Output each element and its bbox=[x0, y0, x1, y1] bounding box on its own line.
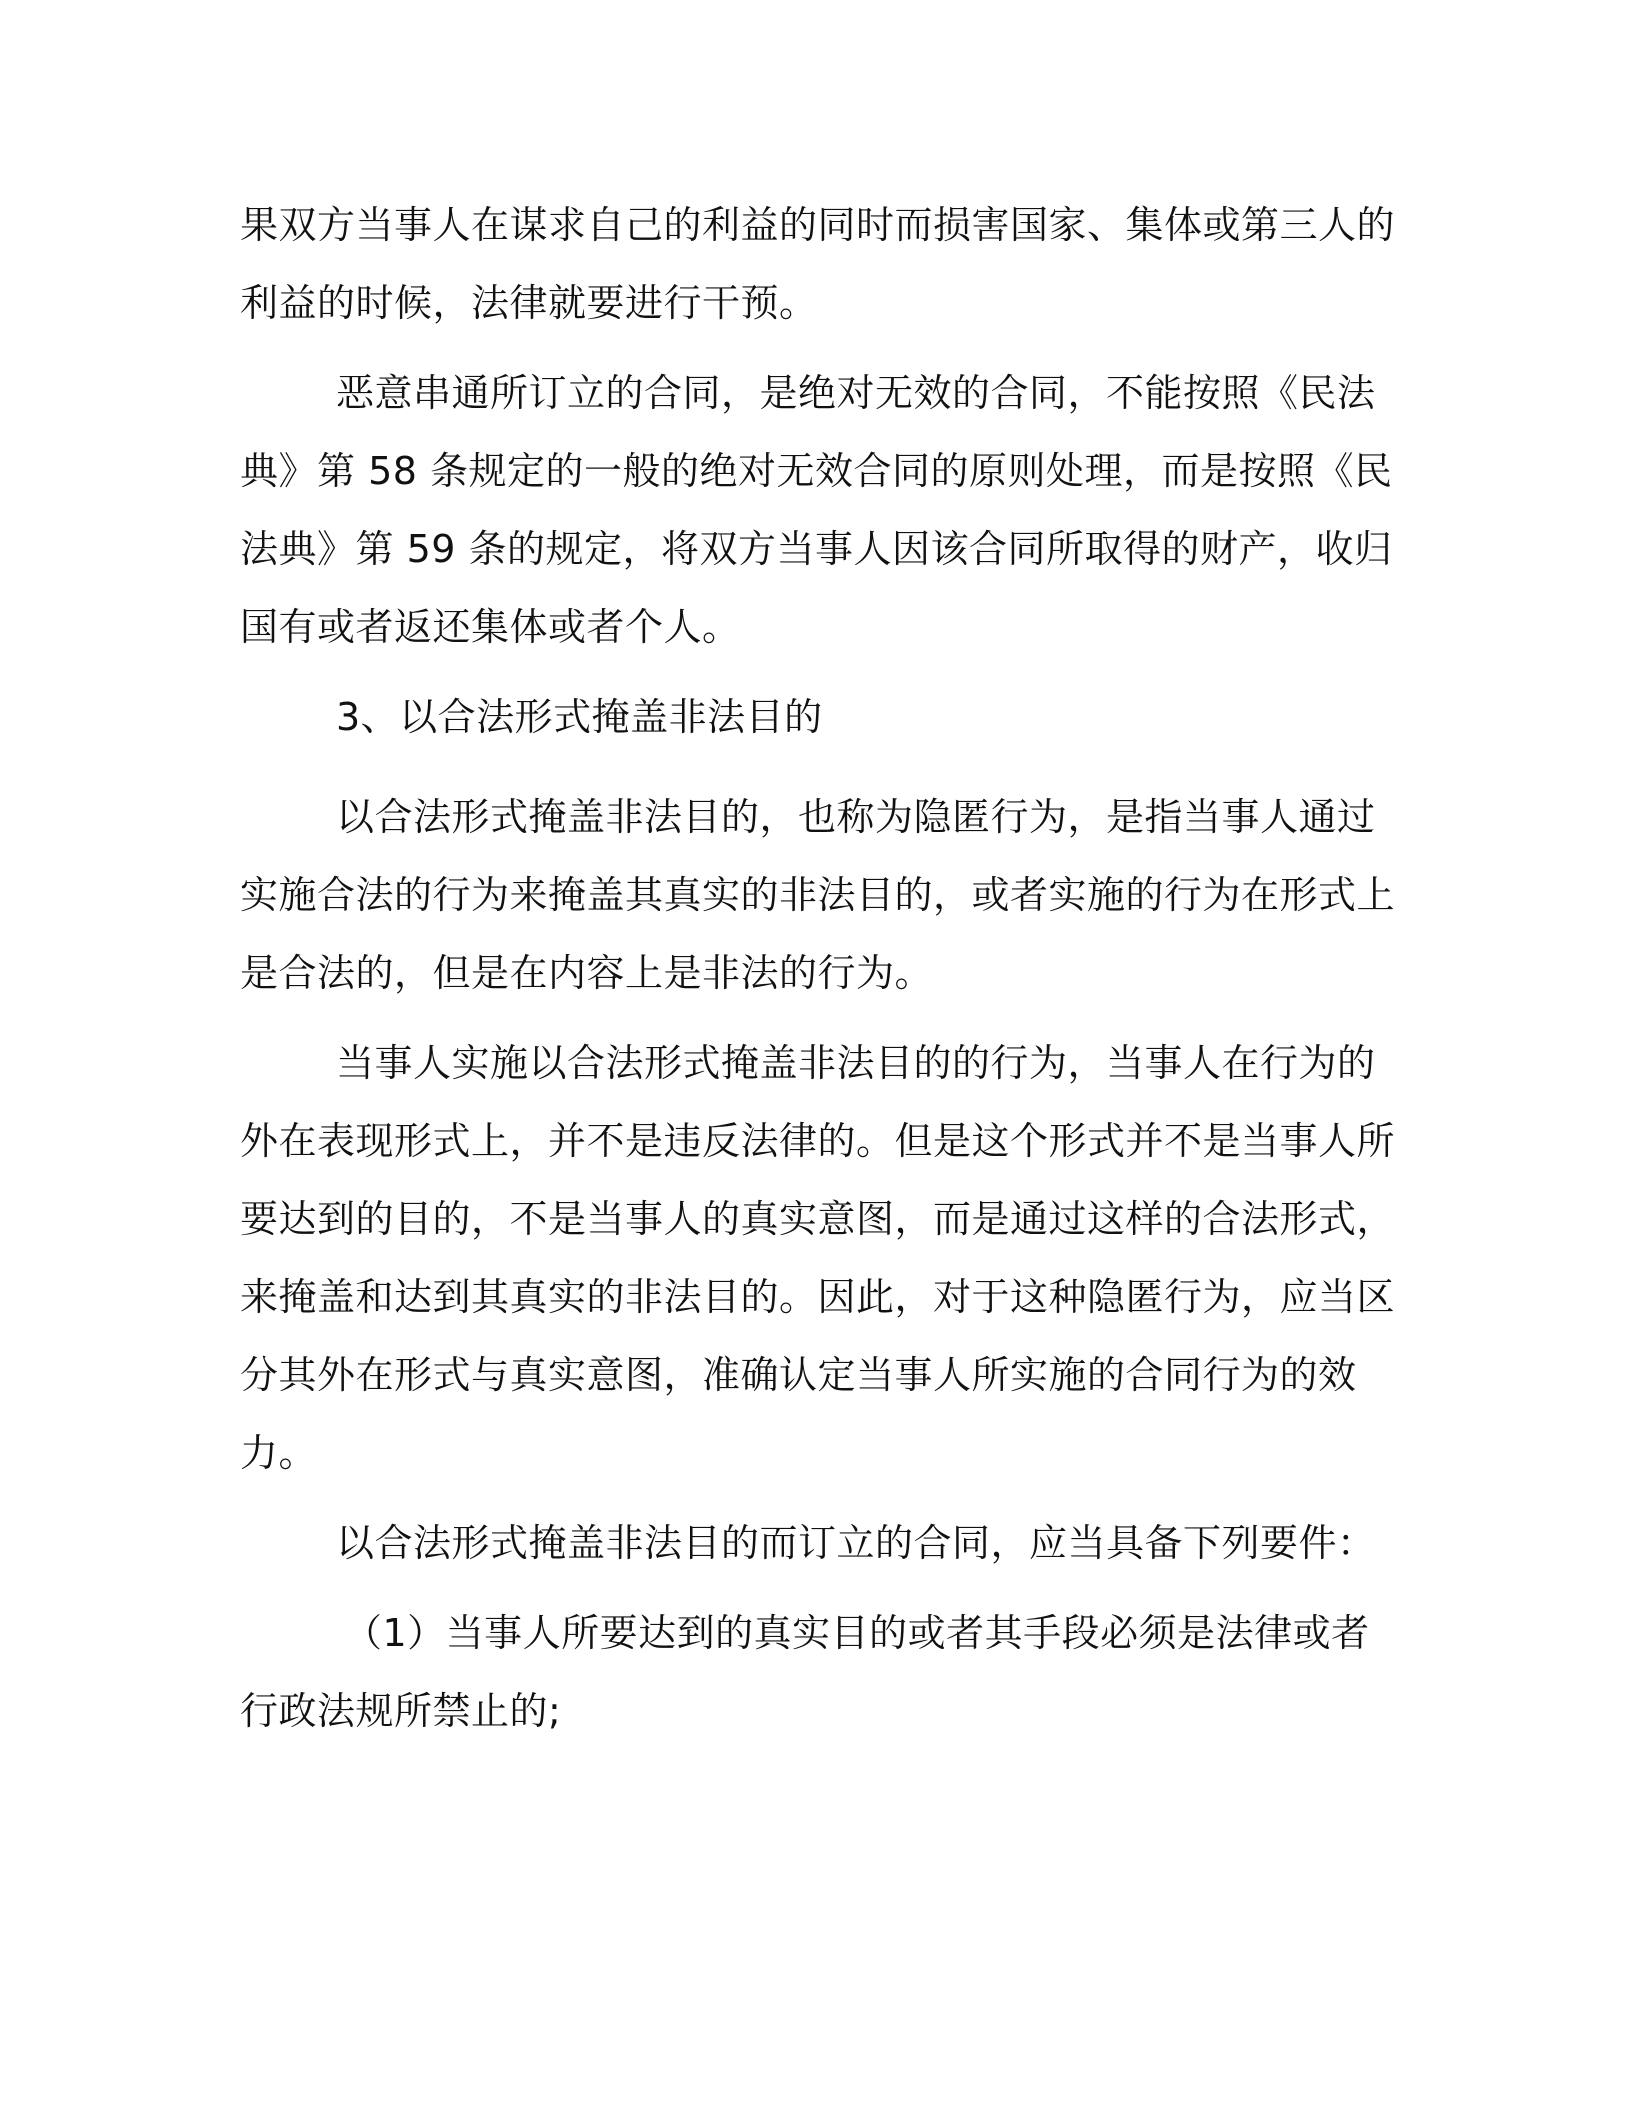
paragraph-malicious-collusion: 恶意串通所订立的合同，是绝对无效的合同，不能按照《民法典》第 58 条规定的一般的绝对无效合同的原则处理，而是按照《民法典》第 59 条的规定，将双方当事人因该合同所取得的财产，收归国有或者返还集体或者个人。 bbox=[240, 371, 1393, 649]
section-heading-3: 3、以合法形式掩盖非法目的 bbox=[336, 695, 823, 739]
paragraph-concealment-definition: 以合法形式掩盖非法目的，也称为隐匿行为，是指当事人通过实施合法的行为来掩盖其真实的非法目的，或者实施的行为在形式上是合法的，但是在内容上是非法的行为。 bbox=[240, 795, 1396, 995]
paragraph-concealment-analysis: 当事人实施以合法形式掩盖非法目的的行为，当事人在行为的外在表现形式上，并不是违反法律的。但是这个形式并不是当事人所要达到的目的，不是当事人的真实意图，而是通过这样的合法形式，来掩盖和达到其真实的非法目的。因此，对于这种隐匿行为，应当区分其外在形式与真实意图，准确认定当事人所实施的合同行为的效力。 bbox=[240, 1041, 1396, 1475]
paragraph-continuation: 果双方当事人在谋求自己的利益的同时而损害国家、集体或第三人的利益的时候，法律就要进行干预。 bbox=[240, 203, 1396, 325]
paragraph-requirements-intro: 以合法形式掩盖非法目的而订立的合同，应当具备下列要件： bbox=[336, 1521, 1376, 1565]
requirement-item-1: （1）当事人所要达到的真实目的或者其手段必须是法律或者行政法规所禁止的; bbox=[240, 1611, 1370, 1733]
